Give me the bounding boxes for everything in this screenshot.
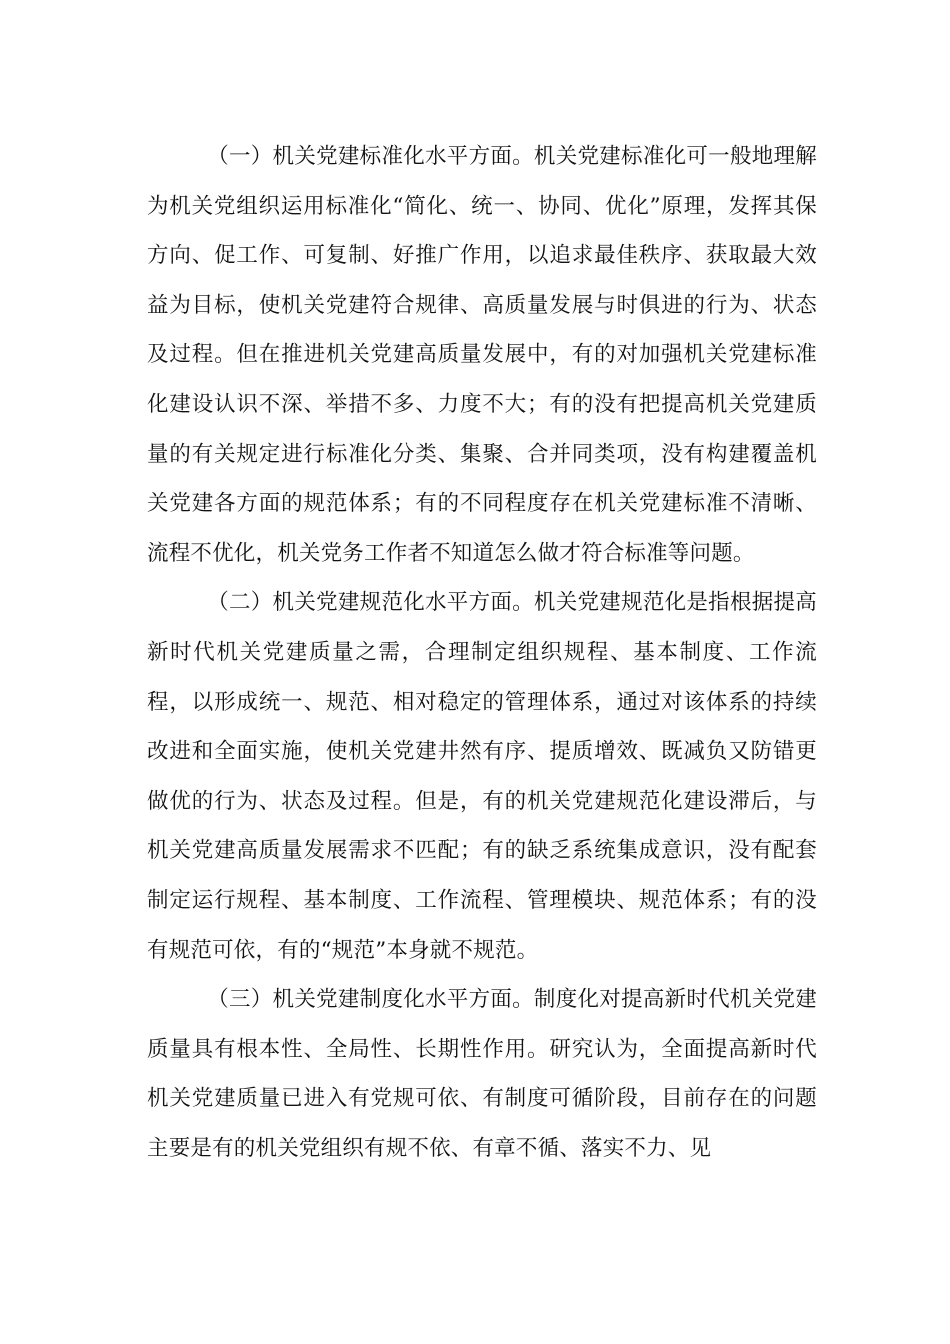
document-body (147, 132, 817, 1173)
paragraph-normalization: （二）机关党建规范化水平方面。机关党建规范化是指根据提高新时代机关党建质量之需，合理制定组织规程、基本制度、工作流程，以形成统一、规范、相对稳定的管理体系，通过对该体系的持续改进和全面实施，使机关党建井然有序、提质增效、既减负又防错更做优的行为、状态及过程。但是，有的机关党建规范化建设滞后，与机关党建高质量发展需求不匹配；有的缺乏系统集成意识，没有配套制定运行规程、基本制度、工作流程、管理模块、规范体系；有的没有规范可依，有的“规范”本身就不规范。 (147, 590, 817, 963)
paragraph-institutionalization: （三）机关党建制度化水平方面。制度化对提高新时代机关党建质量具有根本性、全局性、长期性作用。研究认为，全面提高新时代机关党建质量已进入有党规可依、有制度可循阶段，目前存在的问题主要是有的机关党组织有规不依、有章不循、落实不力、见 (147, 987, 817, 1161)
paragraph-standardization: （一）机关党建标准化水平方面。机关党建标准化可一般地理解为机关党组织运用标准化“简化、统一、协同、优化”原理，发挥其保方向、促工作、可复制、好推广作用，以追求最佳秩序、获取最大效益为目标，使机关党建符合规律、高质量发展与时俱进的行为、状态及过程。但在推进机关党建高质量发展中，有的对加强机关党建标准化建设认识不深、举措不多、力度不大；有的没有把提高机关党建质量的有关规定进行标准化分类、集聚、合并同类项，没有构建覆盖机关党建各方面的规范体系；有的不同程度存在机关党建标准不清晰、流程不优化，机关党务工作者不知道怎么做才符合标准等问题。 (147, 144, 817, 566)
